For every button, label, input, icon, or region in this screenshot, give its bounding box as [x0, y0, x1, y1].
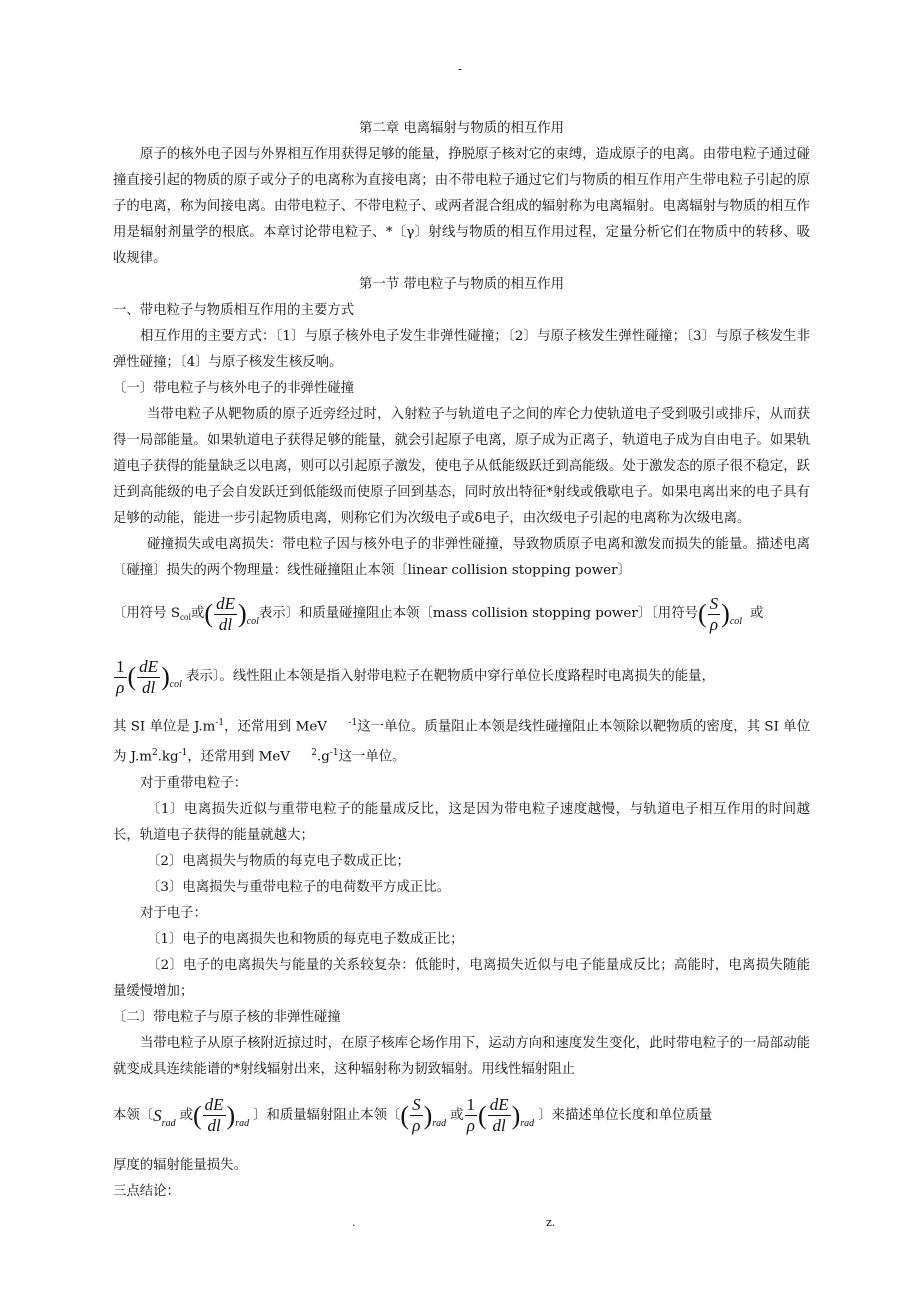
paren-open: (	[400, 1100, 410, 1130]
subscript-col: col	[729, 616, 743, 627]
heavy-item-1: 〔1〕电离损失近似与重带电粒子的能量成反比，这是因为带电粒子速度越慢，与轨道电子相互作用的时间越长，轨道电子获得的能量就越大；	[113, 801, 810, 843]
eq3-text-2: 或	[179, 1107, 193, 1123]
footer-left-mark: .	[352, 1216, 356, 1229]
units-text-2: ，还常用到 MeV	[224, 719, 327, 735]
frac-denominator: dl	[142, 677, 156, 697]
eq1-text-2: 或	[191, 606, 205, 621]
units-paragraph	[113, 710, 810, 771]
heading-main-modes: 一、带电粒子与物质相互作用的主要方式	[113, 303, 355, 318]
footer-right-mark: z.	[546, 1216, 556, 1229]
frac-denominator: ρ	[709, 614, 718, 634]
units-text-6: .g	[316, 749, 330, 765]
bremsstrahlung-end: 厚度的辐射能量损失。	[113, 1157, 247, 1173]
paren-open: (	[204, 599, 214, 628]
frac-denominator: ρ	[466, 1116, 475, 1136]
units-sup-3: 2	[151, 748, 158, 759]
eq2-text: 表示〕。线性阻止本领是指入射带电粒子在靶物质中穿行单位长度路程时电离损失的能量，	[185, 669, 715, 684]
units-text-3: 这一单位。质量阻止本领是线性碰撞阻止本领除以靶物质的密度，其 SI 单位为 J.m	[113, 719, 810, 765]
fraction-dE-dl	[214, 594, 237, 635]
units-text-4: .kg	[157, 749, 179, 765]
paren-close: )	[721, 599, 730, 628]
header-mark: -	[457, 62, 463, 76]
subscript-rad: rad	[235, 1117, 250, 1129]
units-sup-1: -1	[215, 718, 225, 728]
frac-denominator: dl	[207, 1116, 221, 1136]
eq3-text-1: 本领〔	[113, 1107, 154, 1123]
frac-denominator: dl	[492, 1116, 506, 1136]
paren-open: (	[127, 662, 137, 691]
eq3-text-3: 〕和质量辐射阻止本领〔	[253, 1107, 401, 1123]
eq1-text-3: 表示〕和质量碰撞阻止本领〔mass collision stopping power〕〔用符号	[258, 606, 698, 621]
fraction-1-rho	[114, 657, 127, 698]
frac-numerator: dE	[139, 656, 159, 676]
fraction-dE-dl	[203, 1095, 226, 1136]
eq3-text-4: 或	[450, 1107, 464, 1123]
document-body	[113, 116, 810, 1205]
units-text-1: 其 SI 单位是 J.m	[113, 719, 216, 735]
electron-item-2: 〔2〕电子的电离损失与能量的关系较复杂：低能时，电离损失近似与电子能量成反比；高能时，电离损失随能量缓慢增加；	[113, 957, 810, 999]
paren-close: )	[423, 1100, 433, 1130]
units-sup-2: -1	[348, 718, 358, 728]
subscript-col: col	[246, 616, 259, 627]
fraction-dE-dl	[488, 1095, 511, 1136]
units-text-5: ，还常用到 MeV	[187, 749, 290, 765]
eq1-text-4: 或	[750, 606, 764, 621]
eq3-text-5: 〕来描述单位长度和单位质量	[538, 1107, 713, 1123]
main-modes-paragraph: 相互作用的主要方式：〔1〕与原子核外电子发生非弹性碰撞；〔2〕与原子核发生弹性碰撞；〔3〕与原子核发生非弹性碰撞；〔4〕与原子核发生核反响。	[113, 329, 810, 370]
frac-numerator: S	[412, 1095, 421, 1115]
heavy-item-2: 〔2〕电离损失与物质的每克电子数成正比；	[147, 853, 410, 869]
intro-paragraph: 原子的核外电子因与外界相互作用获得足够的能量，挣脱原子核对它的束缚，造成原子的电离。由带电粒子通过碰撞直接引起的物质的原子或分子的电离称为直接电离；由不带电粒子通过它们与物质的相互作用产生带电粒子引起的原子的电离，称为间接电离。由带电粒子、不带电粒子、或两者混合组成的辐射称为电离辐射。电离辐射与物质的相互作用是辐射剂量学的根底。本章讨论带电粒子、*〔γ〕射线与物质的相互作用过程，定量分析它们在物质中的转移、吸收规律。	[113, 147, 810, 266]
eq1-sub-col: col	[180, 612, 191, 622]
subscript-rad: rad	[520, 1117, 535, 1129]
paren-open: (	[697, 599, 707, 628]
paren-open: (	[478, 1100, 487, 1130]
symbol-S: S	[153, 1105, 162, 1125]
subscript-rad: rad	[161, 1117, 176, 1129]
equation-line-collision	[113, 584, 810, 644]
equation-line-radiative	[113, 1083, 810, 1149]
fraction-1-rho	[465, 1095, 478, 1136]
paren-close: )	[161, 662, 170, 691]
frac-numerator: S	[709, 593, 719, 613]
frac-denominator: dl	[218, 614, 233, 634]
frac-numerator: dE	[216, 593, 235, 613]
frac-denominator: ρ	[412, 1116, 421, 1136]
heading-inelastic-nucleus: 〔二〕带电粒子与原子核的非弹性碰撞	[113, 1009, 341, 1025]
units-sup-5: 2	[311, 748, 317, 759]
frac-numerator: dE	[204, 1095, 224, 1115]
chapter-title: 第二章 电离辐射与物质的相互作用	[358, 121, 565, 136]
frac-numerator: 1	[116, 656, 125, 676]
subscript-rad: rad	[432, 1117, 447, 1129]
section-title: 第一节 带电粒子与物质的相互作用	[358, 277, 565, 292]
subscript-col: col	[169, 679, 182, 690]
heavy-item-3: 〔3〕电离损失与重带电粒子的电荷数平方成正比。	[147, 879, 451, 895]
units-sup-6: -1	[329, 748, 339, 759]
frac-denominator: ρ	[116, 677, 125, 697]
units-text-7: 这一单位。	[338, 749, 406, 765]
paren-close: )	[511, 1100, 521, 1130]
three-conclusions: 三点结论：	[113, 1183, 180, 1199]
heading-inelastic-electron: 〔一〕带电粒子与核外电子的非弹性碰撞	[113, 381, 355, 396]
fraction-S-rho	[410, 1095, 423, 1136]
paren-close: )	[226, 1100, 236, 1130]
electron-title: 对于电子：	[140, 905, 207, 921]
paren-close: )	[237, 599, 247, 628]
fraction-dE-dl	[137, 657, 160, 698]
units-sup-4: -1	[178, 748, 188, 759]
heavy-particle-title: 对于重带电粒子：	[140, 775, 248, 791]
collision-paragraph: 碰撞损失或电离损失：带电粒子因与核外电子的非弹性碰撞，导致物质原子电离和激发而损失的能量。描述电离〔碰撞〕损失的两个物理量：线性碰撞阻止本领〔linear collision stopping power〕	[113, 537, 810, 578]
electron-item-1: 〔1〕电子的电离损失也和物质的每克电子数成正比；	[147, 931, 464, 947]
frac-numerator: dE	[489, 1095, 509, 1115]
bremsstrahlung-paragraph: 当带电粒子从原子核附近掠过时，在原子核库仑场作用下，运动方向和速度发生变化，此时带电粒子的一局部动能就变成具连续能谱的*射线辐射出来，这种辐射称为韧致辐射。用线性辐射阻止	[113, 1035, 810, 1077]
fraction-S-rho	[708, 594, 721, 635]
paren-open: (	[192, 1100, 202, 1130]
equation-line-mass	[113, 644, 810, 710]
frac-numerator: 1	[466, 1095, 476, 1115]
inelastic-paragraph: 当带电粒子从靶物质的原子近旁经过时，入射粒子与轨道电子之间的库仑力使轨道电子受到吸引或排斥，从而获得一局部能量。如果轨道电子获得足够的能量，就会引起原子电离，原子成为正离子，轨道电子成为自由电子。如果轨道电子获得的能量缺乏以电离，则可以引起原子激发，使电子从低能级跃迁到高能级。处于激发态的原子很不稳定，跃迁到高能级的电子会自发跃迁到低能级而使原子回到基态，同时放出特征*射线或俄歇电子。如果电离出来的电子具有足够的动能，能进一步引起物质电离，则称它们为次级电子或δ电子，由次级电子引起的电离称为次级电离。	[113, 407, 810, 526]
eq1-text-1: 〔用符号 S	[113, 606, 180, 621]
